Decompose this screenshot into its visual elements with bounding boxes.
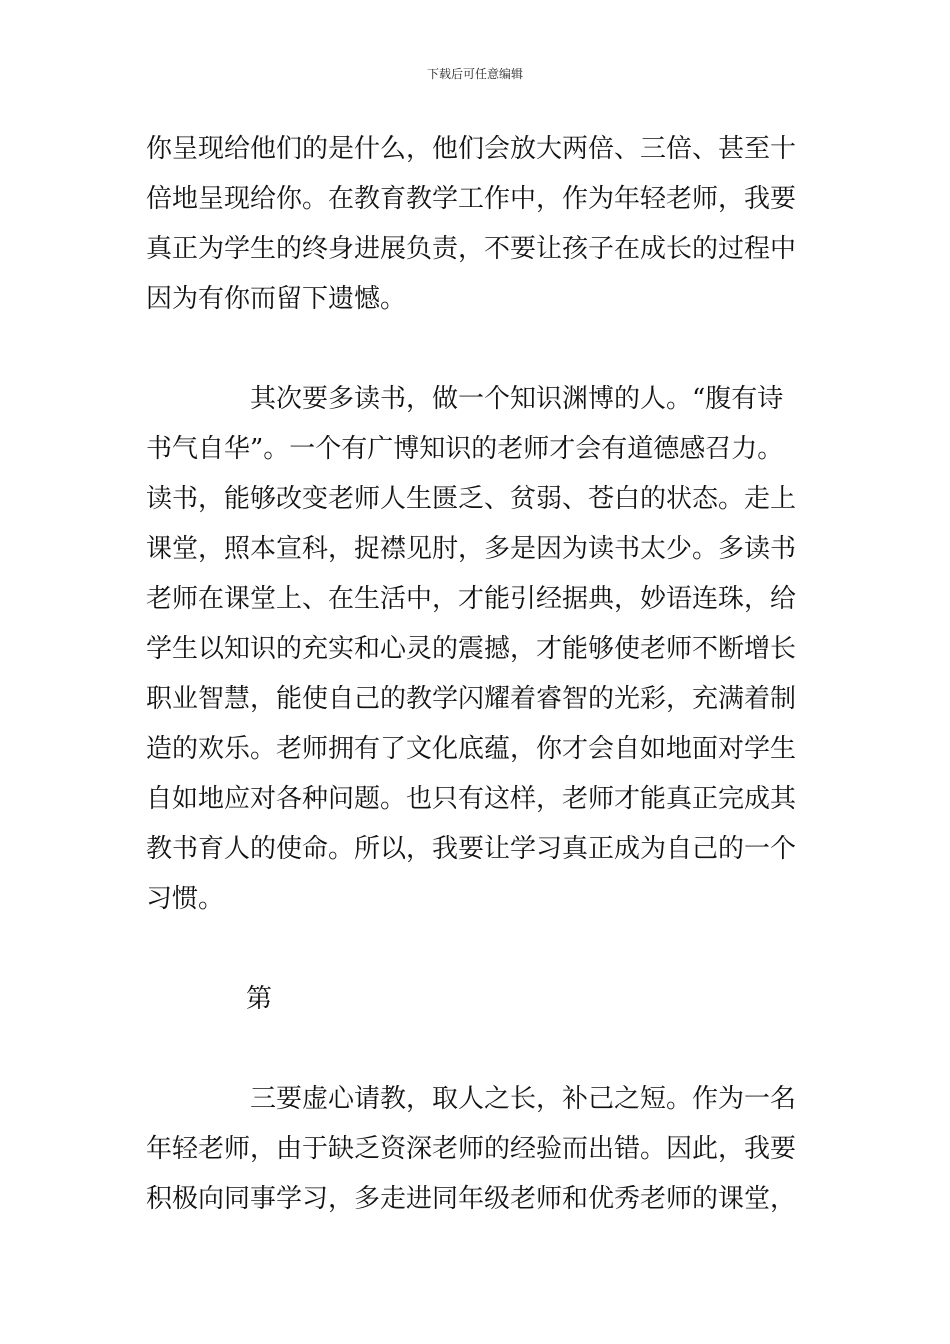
text-line: 年轻老师，由于缺乏资深老师的经验而出错。因此，我要 — [146, 1134, 797, 1164]
text-line: 读书，能够改变老师人生匮乏、贫弱、苍白的状态。走上 — [146, 484, 797, 514]
text-line: 书气自华”。一个有广博知识的老师才会有道德感召力。 — [146, 434, 784, 464]
text-line: 真正为学生的终身进展负责，不要让孩子在成长的过程中 — [146, 234, 797, 264]
text-line: 老师在课堂上、在生活中，才能引经据典，妙语连珠，给 — [146, 584, 797, 614]
page-header: 下载后可任意编辑 — [426, 67, 523, 81]
text-line: 第 — [246, 984, 273, 1014]
text-line: 课堂，照本宣科，捉襟见肘，多是因为读书太少。多读书 — [146, 534, 797, 564]
text-line: 积极向同事学习，多走进同年级老师和优秀老师的课堂， — [146, 1184, 797, 1214]
text-line: 三要虚心请教，取人之长，补己之短。作为一名 — [250, 1084, 797, 1114]
text-line: 学生以知识的充实和心灵的震撼，才能够使老师不断增长 — [146, 634, 797, 664]
text-line: 习惯。 — [146, 884, 225, 914]
text-line: 自如地应对各种问题。也只有这样，老师才能真正完成其 — [146, 784, 797, 814]
text-line: 你呈现给他们的是什么，他们会放大两倍、三倍、甚至十 — [146, 134, 797, 164]
text-line: 职业智慧，能使自己的教学闪耀着睿智的光彩，充满着制 — [146, 684, 797, 714]
text-line: 教书育人的使命。所以，我要让学习真正成为自己的一个 — [146, 834, 797, 864]
text-line: 其次要多读书，做一个知识渊博的人。“腹有诗 — [250, 384, 784, 414]
text-line: 造的欢乐。老师拥有了文化底蕴，你才会自如地面对学生 — [146, 734, 797, 764]
text-line: 因为有你而留下遗憾。 — [146, 284, 407, 314]
text-line: 倍地呈现给你。在教育教学工作中，作为年轻老师，我要 — [146, 184, 797, 214]
